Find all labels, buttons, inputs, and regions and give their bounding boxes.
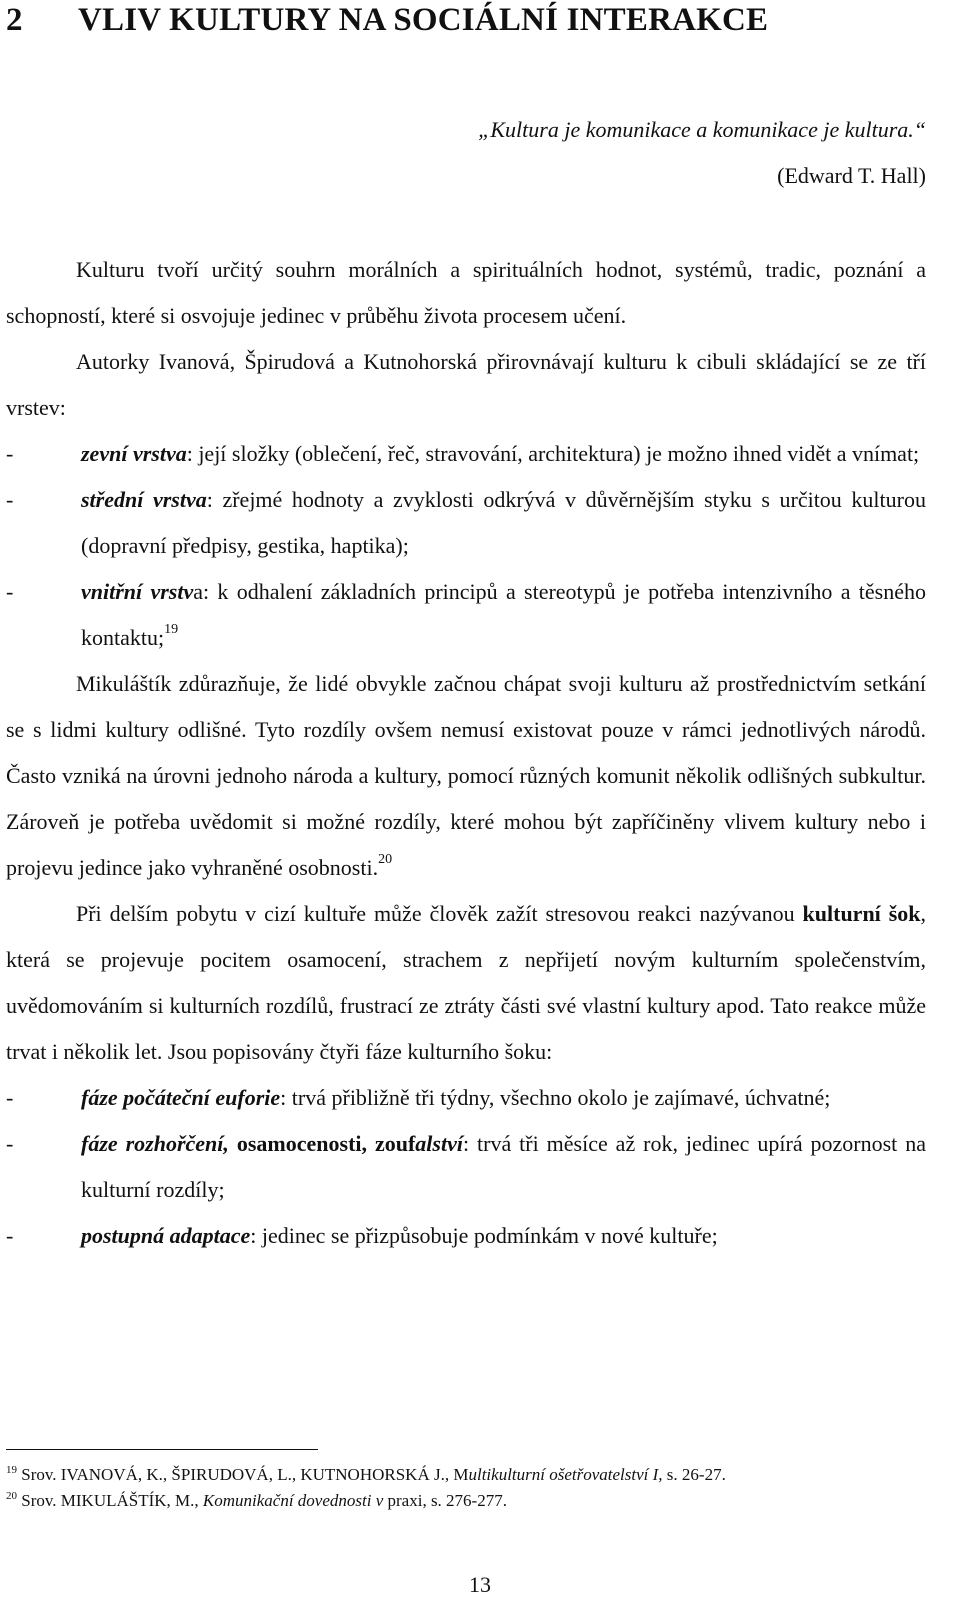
chapter-title: VLIV KULTURY NA SOCIÁLNÍ INTERAKCE <box>78 2 769 38</box>
paragraph-culture-definition: Kulturu tvoří určitý souhrn morálních a spirituálních hodnot, systémů, tradic, poznání a schopností, které si osvojuje jedinec v průběhu života procesem učení. <box>6 257 926 328</box>
culture-shock-phases-list <box>6 1075 926 1259</box>
culture-shock-term: kulturní šok <box>802 901 921 926</box>
list-item-text: : trvá přibližně tři týdny, všechno okolo je zajímavé, úchvatné; <box>280 1085 831 1110</box>
epigraph-author: (Edward T. Hall) <box>777 163 926 188</box>
list-item: - střední vrstva: zřejmé hodnoty a zvyklosti odkrývá v důvěrnějším styku s určitou kulturou (dopravní předpisy, gestika, haptika); <box>6 487 926 558</box>
body-text <box>6 247 926 1259</box>
paragraph-culture-shock: Při delším pobytu v cizí kultuře může člověk zažít stresovou reakci nazývanou kulturní šok, která se projevuje pocitem osamocení, strachem z nepřijetí novým kulturním společenstvím, uvědomováním si kulturních rozdílů, frustrací ze ztráty části své vlastní kultury apod. Tato reakce může trvat i několik let. Jsou popisovány čtyři fáze kulturního šoku: <box>6 901 926 1064</box>
list-item-text: a: k odhalení základních principů a stereotypů je potřeba intenzivního a těsného kontaktu; <box>81 579 926 650</box>
paragraph-mikulastik: Mikuláštík zdůrazňuje, že lidé obvykle začnou chápat svoji kulturu až prostřednictvím setkání se s lidmi kultury odlišné. Tyto rozdíly ovšem nemusí existovat pouze v rámci jednotlivých národů. Často vzniká na úrovni jednoho národa a kultury, pomocí různých komunit několik odlišných subkultur. Zároveň je potřeba uvědomit si možné rozdíly, které mohou být zapříčiněny vlivem kultury nebo i projevu jedince jako vyhraněné osobnosti.$^{20}$ <box>6 671 926 880</box>
list-item-term: fáze rozhořčení, <box>81 1131 229 1156</box>
chapter-number: 2 <box>6 2 23 38</box>
list-item-text: : zřejmé hodnoty a zvyklosti odkrývá v důvěrnějším styku s určitou kulturou (dopravní předpisy, gestika, haptika); <box>81 487 926 558</box>
list-item: - postupná adaptace: jedinec se přizpůsobuje podmínkám v nové kultuře; <box>6 1223 718 1248</box>
list-item: - vnitřní vrstva: k odhalení základních principů a stereotypů je potřeba intenzivního a těsného kontaktu;$^{19}$ <box>6 579 926 650</box>
list-item-term: fáze počáteční euforie <box>81 1085 281 1110</box>
list-item-term: postupná adaptace <box>81 1223 251 1248</box>
page-number: 13 <box>469 1572 491 1597</box>
footnote-19: $^{19}$ Srov. IVANOVÁ, K., ŠPIRUDOVÁ, L., KUTNOHORSKÁ J., Multikulturní ošetřovatelství I, s. 26-27. <box>6 1464 726 1484</box>
paragraph-onion-layers: Autorky Ivanová, Špirudová a Kutnohorská přirovnávají kulturu k cibuli skládající se ze tří vrstev: <box>6 349 926 420</box>
list-item-text: : jedinec se přizpůsobuje podmínkám v nové kultuře; <box>250 1223 718 1248</box>
list-item-text: : její složky (oblečení, řeč, stravování, architektura) je možno ihned vidět a vnímat; <box>186 441 920 466</box>
footnotes <box>6 1462 726 1514</box>
footnote-ref: 19 <box>164 622 179 637</box>
chapter-heading <box>6 2 768 39</box>
list-item-text: : trvá tři měsíce až rok, jedinec upírá pozornost na kulturní rozdíly; <box>81 1131 927 1202</box>
list-item: - zevní vrstva: její složky (oblečení, řeč, stravování, architektura) je možno ihned vidět a vnímat; <box>6 441 920 466</box>
footnote-20: $^{20}$ Srov. MIKULÁŠTÍK, M., Komunikační dovednosti v praxi, s. 276-277. <box>6 1490 507 1510</box>
footnote-divider <box>6 1449 318 1450</box>
list-item-term: vnitřní vrstv <box>81 579 194 604</box>
list-item: - fáze rozhořčení, osamocenosti, zoufalství: trvá tři měsíce až rok, jedinec upírá pozornost na kulturní rozdíly; <box>6 1131 927 1202</box>
list-item: - fáze počáteční euforie: trvá přibližně tři týdny, všechno okolo je zajímavé, úchvatné; <box>6 1085 831 1110</box>
footnote-ref: 20 <box>378 852 393 867</box>
epigraph-text: „Kultura je komunikace a komunikace je kultura.“ <box>478 117 926 142</box>
list-item-term: střední vrstva <box>81 487 207 512</box>
list-item-term: zevní vrstva <box>81 441 187 466</box>
culture-layers-list <box>6 431 926 661</box>
